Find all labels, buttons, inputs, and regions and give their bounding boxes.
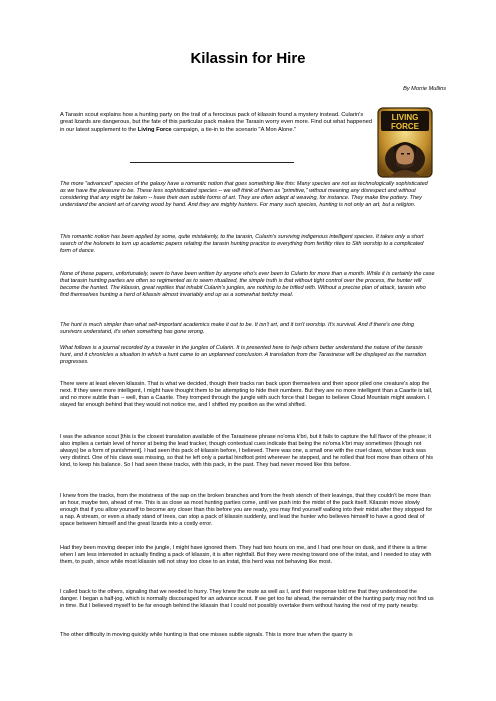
paragraph-3: None of these papers, unfortunately, seem to have been written by anyone who's ever been to Cularin for more than a month. While it is certainly the case that tarasin hunting parties are often so regimented as to seem ritualized, the simple truth is that without tight control over the process, the hunter will become the hunted. The kilassin, great reptiles that inhabit Cularin's jungles, are nothing to be trifled with. Without a precise plan of attack, tarasin who find themselves hunting a herd of kilassin almost invariably end up as a somewhat twitchy meal. xyxy=(60,271,435,299)
section-divider xyxy=(130,162,294,163)
journal-paragraph-2: I was the advance scout [this is the closest translation available of the Tarasinese phrase no'oma k'bri, but it fails to capture the full flavor of the phrase; it also implies a certain level of honor at being the lead tracker, though contextual cues indicate that being the no'oma k'bri may sometimes (though not always) be a form of punishment]. I had seen this pack of kilassin before, I believed. There was one, a small one with the cruel claws, whose track was very distinct. One of his claws was missing, so that he left only a partial hindfoot print wherever he stepped, and he rolled that foot more than others of his kind, to keep his balance. So I had seen these tracks, with this pack, in the past. They had never moved like this before. xyxy=(60,434,433,469)
paragraph-1: The more "advanced" species of the galaxy have a romantic notion that goes something like this: Many species are not as technologically sophisticated as we have the pleasure to be. These less sophisticated species -- we will think of them as "primitive," without meaning any disrespect and without considering that any might be taken -- have their own subtle forms of art. They are often adept at weaving, for instance. They make fine pottery. They understand the ancient art of carving wood by hand. And they are mighty hunters. For many such species, hunting is not only an art, but a religion. xyxy=(60,181,428,209)
campaign-name: Living Force xyxy=(137,126,172,133)
journal-paragraph-1: There were at least eleven kilassin. That is what we decided, though their tracks ran back upon themselves and their spoor piled one creature's atop the next. If they were more intelligent, I might have thought them to be attempting to hide their numbers. But they are no more intelligent than a Caarite is tall, and no more subtle than -- well, than a Caarite. They tromped through the jungle with such force that I began to believe Cloud Mountain might awaken. I stayed far enough behind that they would not notice me, and I shifted my position as the wind shifted. xyxy=(60,381,433,409)
paragraph-2: This romantic notion has been applied by some, quite mistakenly, to the tarasin, Cularin's surviving indigenous intelligent species. It takes only a short search of the holonets to turn up academic papers relating the tarasin hunting practice to everything from fertility rites to Sith worship to a complicated form of dance. xyxy=(60,234,424,255)
journal-paragraph-4: Had they been moving deeper into the jungle, I might have ignored them. They had two hours on me, and I had one hour on dusk, and if there is a time when I am less interested in actually finding a pack of kilassin, it is after nightfall. But they were moving toward one of the irstat, and I needed to stay with them, to push, since while most kilassin will not stray too close to an irstat, this herd was not behaving like most. xyxy=(60,545,432,566)
living-force-logo-icon xyxy=(377,107,433,178)
article-byline: By Morrie Mullins xyxy=(403,86,446,92)
intro-text-before: A Tarasin scout explains how a hunting party on the trail of a ferocious pack of kilassin found a mystery instead. Cularin's great lizards are dangerous, but the fate of this particular pack makes the Tarasin worry even more. Find out what happened in our latest supplement to the xyxy=(60,112,372,133)
intro-text-after: campaign, a tie-in to the scenario "A Mon Alone." xyxy=(171,126,297,133)
logo-line2: FORCE xyxy=(391,122,419,131)
journal-paragraph-6: The other difficulty in moving quickly while hunting is that one misses subtle signals. This is more true when the quarry is xyxy=(60,632,353,638)
logo-line1: LIVING xyxy=(391,113,419,122)
paragraph-5: What follows is a journal recorded by a traveler in the jungles of Cularin. It is presented here to help others better understand the nature of the tarasin hunt, and it chronicles a situation in which a hunt came to an unplanned conclusion. A translation from the Tarasinese will be displayed as the narration progresses. xyxy=(60,345,427,366)
article-title: Kilassin for Hire xyxy=(190,50,306,67)
article-intro xyxy=(60,112,372,134)
journal-paragraph-3: I knew from the tracks, from the moistness of the sap on the broken branches and from the fresh stench of their leavings, that they couldn't be more than an hour, maybe two, ahead of me. This is as close as most hunting parties come, until we push into the midst of the pack itself. Kilassin move slowly enough that if you allow yourself to become any closer than this before you are ready, you may find yourself walking into their midst after they stopped for a nap. A stream, or even a shady stand of trees, can stop a pack of kilassin suddenly, and lead the hunter who believes himself to have a good deal of space between himself and the great lizards into a costly error. xyxy=(60,493,433,528)
paragraph-4: The hunt is much simpler than what self-important academics make it out to be. It isn't art, and it isn't worship. It's survival. And if there's one thing survivors understand, it's when something has gone wrong. xyxy=(60,322,415,336)
journal-paragraph-5: I called back to the others, signaling that we needed to hurry. They knew the route as well as I, and their response told me that they understood the danger. I began a half-jog, which is normally discouraged for an advance scout. If we get too far ahead, the remainder of the hunting party may not find us in time. But I believed myself to be far enough behind the kilassin that I could not possibly overtake them without having the rest of my party nearby. xyxy=(60,589,434,610)
